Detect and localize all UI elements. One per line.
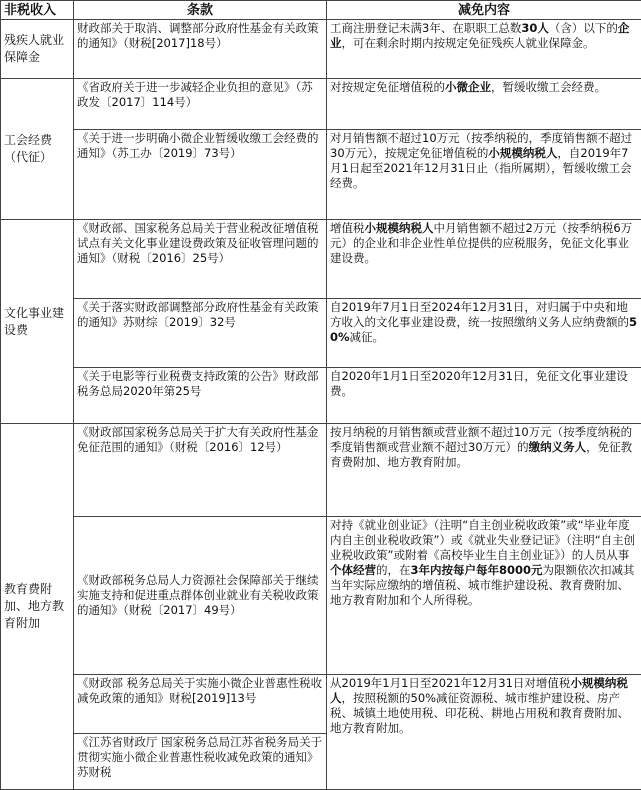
table-row (1, 368, 641, 424)
relief-cell: 对按规定免征增值税的小微企业，暂缓收缴工会经费。 (327, 79, 641, 130)
category-cell: 教育费附加、地方教育附加 (1, 424, 74, 790)
clause-cell: 《关于落实财政部调整部分政府性基金有关政策的通知》苏财综〔2019〕32号 (74, 299, 327, 368)
clause-cell: 财政部关于取消、调整部分政府性基金有关政策的通知》（财税[2017]18号） (74, 20, 327, 79)
relief-cell: 从2019年1月1日至2021年12月31日对增值税小规模纳税人，按照税额的50%减征资源税、城市维护建设税、房产税、城镇土地使用税、印花税、耕地占用税和教育费附加、地方教育附加。 (327, 675, 641, 790)
clause-cell: 《财政部、国家税务总局关于营业税改征增值税试点有关文化事业建设费政策及征收管理问题的通知》（财税〔2016〕25号） (74, 220, 327, 299)
clause-cell: 《省政府关于进一步减轻企业负担的意见》（苏政发〔2017〕114号） (74, 79, 327, 130)
clause-cell: 《财政部国家税务总局关于扩大有关政府性基金免征范围的通知》（财税〔2016〕12号） (74, 424, 327, 517)
header-clause: 条款 (74, 1, 327, 20)
relief-cell: 对月销售额不超过10万元（按季纳税的，季度销售额不超过30万元），按规定免征增值税的小规模纳税人，自2019年7月1日起至2021年12月31日止（指所属期），暂缓收缴工会经费。 (327, 130, 641, 220)
relief-cell: 自2019年7月1日至2024年12月31日，对归属于中央和地方收入的文化事业建设费，统一按照缴纳义务人应纳费额的50%减征。 (327, 299, 641, 368)
table-header-row (1, 1, 641, 20)
clause-cell: 《财政部税务总局人力资源社会保障部关于继续实施支持和促进重点群体创业就业有关税收政策的通知》（财税〔2017〕49号） (74, 517, 327, 675)
table-row (1, 130, 641, 220)
clause-cell: 《财政部 税务总局关于实施小微企业普惠性税收减免政策的通知》财税[2019]13号 (74, 675, 327, 734)
table-row (1, 220, 641, 299)
table-row (1, 675, 641, 734)
table-row (1, 424, 641, 517)
table-row (1, 79, 641, 130)
category-cell: 残疾人就业保障金 (1, 20, 74, 79)
clause-cell: 《关于进一步明确小微企业暂缓收缴工会经费的通知》（苏工办〔2019〕73号） (74, 130, 327, 220)
relief-cell: 对持《就业创业证》（注明“自主创业税收政策”或“毕业年度内自主创业税收政策”）或《就业失业登记证》（注明“自主创业税收政策”或附着《高校毕业生自主创业证》）的人员从事个体经营的，在3年内按每户每年8000元为限额依次扣减其当年实际应缴纳的增值税、城市维护建设税、教育费附加、地方教育附加和个人所得税。 (327, 517, 641, 675)
table-row (1, 517, 641, 675)
relief-cell: 自2020年1月1日至2020年12月31日，免征文化事业建设费。 (327, 368, 641, 424)
relief-cell: 按月纳税的月销售额或营业额不超过10万元（按季度纳税的季度销售额或营业额不超过30万元）的缴纳义务人，免征教育费附加、地方教育附加。 (327, 424, 641, 517)
table-row (1, 20, 641, 79)
category-cell: 工会经费（代征） (1, 79, 74, 220)
relief-cell: 工商注册登记未满3年、在职职工总数30人（含）以下的企业，可在剩余时期内按规定免征残疾人就业保障金。 (327, 20, 641, 79)
table-row (1, 299, 641, 368)
clause-cell: 《江苏省财政厅 国家税务总局江苏省税务局关于贯彻实施小微企业普惠性税收减免政策的通知》苏财税 (74, 734, 327, 790)
header-category: 非税收入 (1, 1, 74, 20)
header-relief: 减免内容 (327, 1, 641, 20)
category-cell: 文化事业建设费 (1, 220, 74, 424)
relief-cell: 增值税小规模纳税人中月销售额不超过2万元（按季纳税6万元）的企业和非企业性单位提供的应税服务，免征文化事业建设费。 (327, 220, 641, 299)
clause-cell: 《关于电影等行业税费支持政策的公告》财政部 税务总局2020年第25号 (74, 368, 327, 424)
